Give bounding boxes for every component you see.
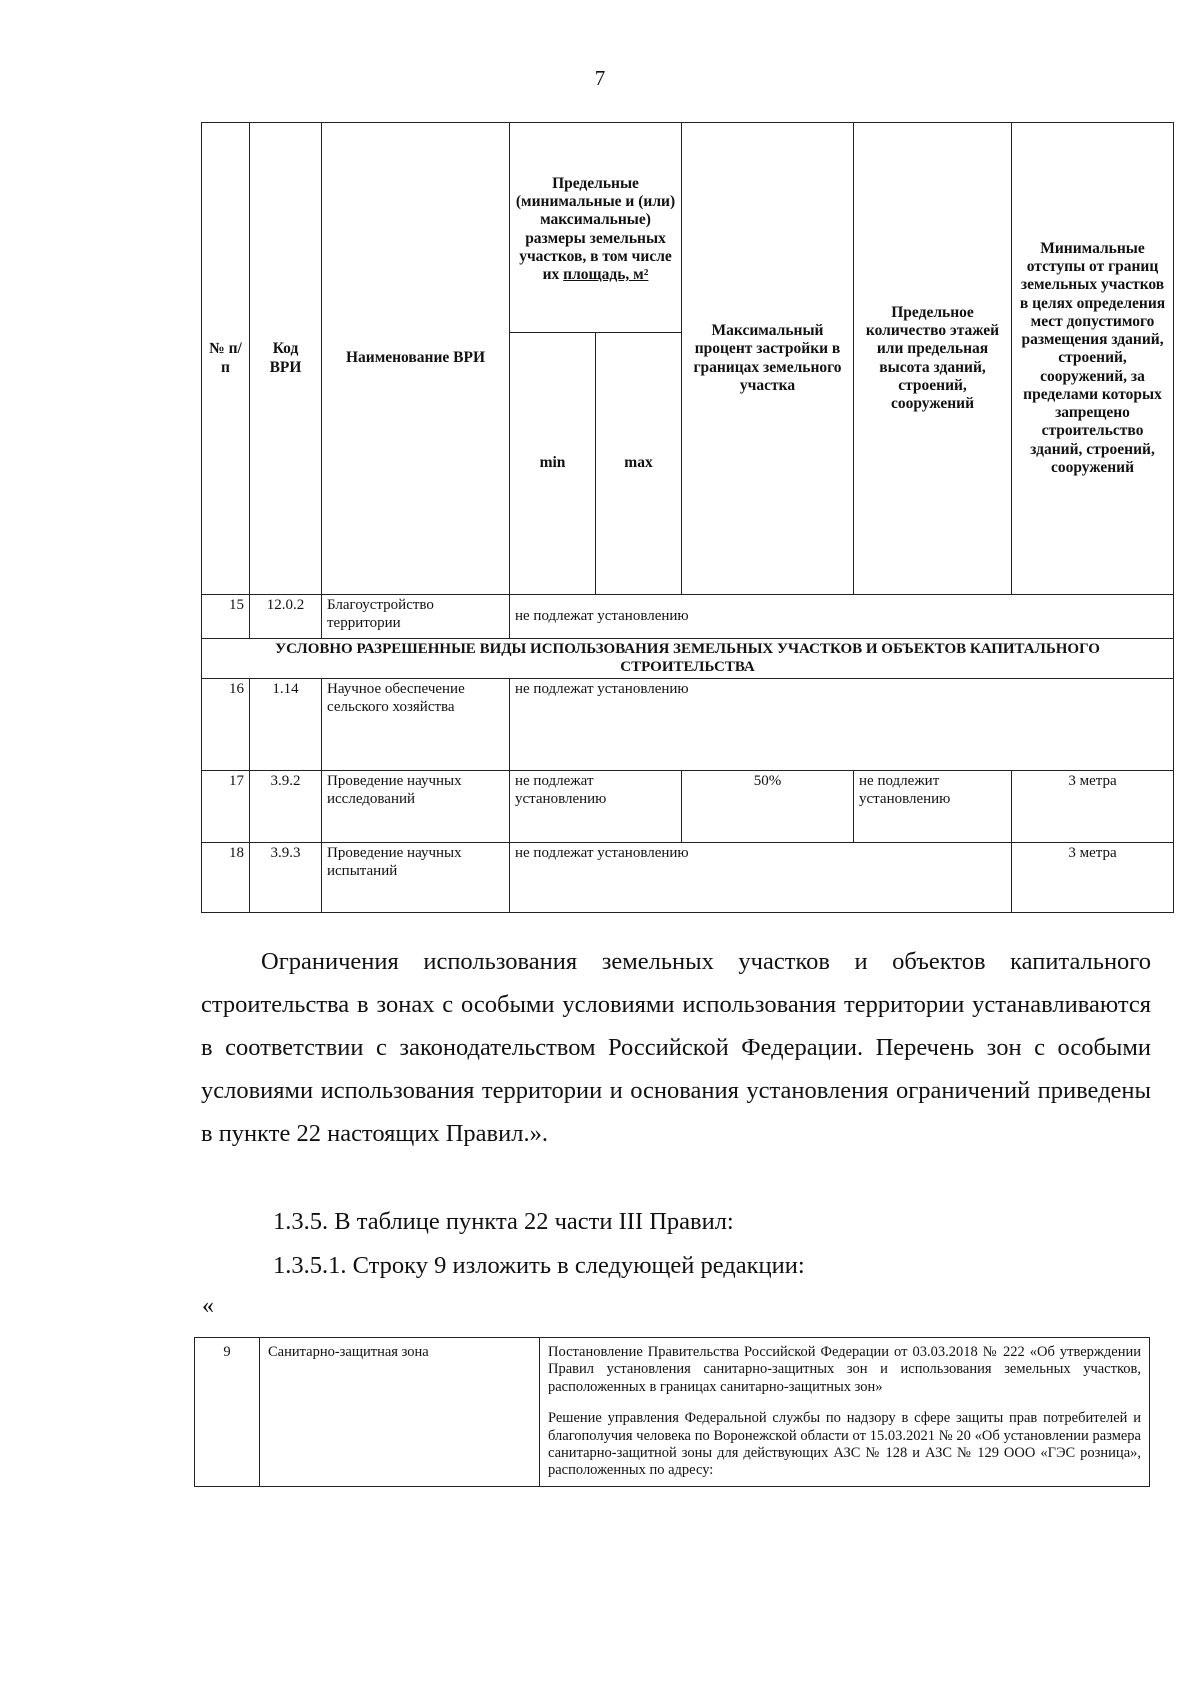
table-row — [202, 679, 1174, 771]
row-name: Благоустройство территории — [322, 595, 510, 639]
row-code: 3.9.2 — [250, 771, 322, 843]
row-num: 16 — [202, 679, 250, 771]
zone-num: 9 — [195, 1338, 260, 1487]
list-item: 1.3.5.1. Строку 9 изложить в следующей редакции: — [273, 1252, 805, 1279]
row-build-percent: 50% — [682, 771, 854, 843]
header-floors: Предельное количество этажей или предельная высота зданий, строений, сооружений — [854, 123, 1012, 595]
row-setback: 3 метра — [1012, 771, 1174, 843]
legal-document-1: Постановление Правительства Российской Федерации от 03.03.2018 № 222 «Об утверждении Правил установления санитарно-защитных зон и использования земельных участков, расположенных в границах санитарно-защитных зон» — [548, 1344, 1141, 1395]
header-setbacks: Минимальные отступы от границ земельных участков в целях определения мест допустимого размещения зданий, строений, сооружений, за пределами которых запрещено строительство зданий, строений, сооружений — [1012, 123, 1174, 595]
row-value: не подлежат установлению — [510, 843, 1012, 913]
header-name: Наименование ВРИ — [322, 123, 510, 595]
page-number: 7 — [594, 66, 606, 90]
row-num: 15 — [202, 595, 250, 639]
row-setback: 3 метра — [1012, 843, 1174, 913]
legal-document-2: Решение управления Федеральной службы по надзору в сфере защиты прав потребителей и благополучия человека по Воронежской области от 15.03.2021 № 20 «Об установлении размера санитарно-защитной зоны для действующих АЗС № 128 и АЗС № 129 ООО «ГЭС розница», расположенных по адресу: — [548, 1410, 1141, 1479]
header-area-limits-unit: площадь, м² — [563, 266, 649, 284]
table-row — [202, 843, 1174, 913]
table-row — [202, 595, 1174, 639]
zone-legal-basis — [540, 1338, 1150, 1487]
opening-quote: « — [202, 1293, 214, 1319]
row-code: 3.9.3 — [250, 843, 322, 913]
header-min: min — [510, 333, 596, 595]
table-row — [202, 771, 1174, 843]
header-num: № п/п — [202, 123, 250, 595]
header-area-limits — [510, 123, 682, 333]
section-title: УСЛОВНО РАЗРЕШЕННЫЕ ВИДЫ ИСПОЛЬЗОВАНИЯ ЗЕМЕЛЬНЫХ УЧАСТКОВ И ОБЪЕКТОВ КАПИТАЛЬНОГО СТРОИТЕЛЬСТВА — [202, 639, 1174, 679]
zone-name: Санитарно-защитная зона — [260, 1338, 540, 1487]
row-num: 17 — [202, 771, 250, 843]
section-row — [202, 639, 1174, 679]
table-header-row — [202, 123, 1174, 333]
row-value: не подлежат установлению — [510, 595, 1174, 639]
list-item: 1.3.5. В таблице пункта 22 части III Правил: — [273, 1208, 734, 1235]
row-value: не подлежат установлению — [510, 679, 1174, 771]
header-build-percent: Максимальный процент застройки в границах земельного участка — [682, 123, 854, 595]
zoning-table — [201, 122, 1174, 913]
header-max: max — [596, 333, 682, 595]
row-code: 1.14 — [250, 679, 322, 771]
row-name: Проведение научных испытаний — [322, 843, 510, 913]
row-name: Научное обеспечение сельского хозяйства — [322, 679, 510, 771]
row-floors: не подлежит установлению — [854, 771, 1012, 843]
row-name: Проведение научных исследований — [322, 771, 510, 843]
header-area-limits-text: Предельные (минимальные и (или) максимальные) размеры земельных участков, в том числе их — [515, 174, 676, 284]
row-num: 18 — [202, 843, 250, 913]
table-row — [195, 1338, 1150, 1487]
row-code: 12.0.2 — [250, 595, 322, 639]
header-code: Код ВРИ — [250, 123, 322, 595]
body-paragraph: Ограничения использования земельных участков и объектов капитального строительства в зонах с особыми условиями использования территории устанавливаются в соответствии с законодательством Российской Федерации. Перечень зон с особыми условиями использования территории и основания установления ограничений приведены в пункте 22 настоящих Правил.». — [201, 948, 1151, 1147]
zones-table — [194, 1337, 1150, 1487]
row-area-value: не подлежат установлению — [510, 771, 682, 843]
